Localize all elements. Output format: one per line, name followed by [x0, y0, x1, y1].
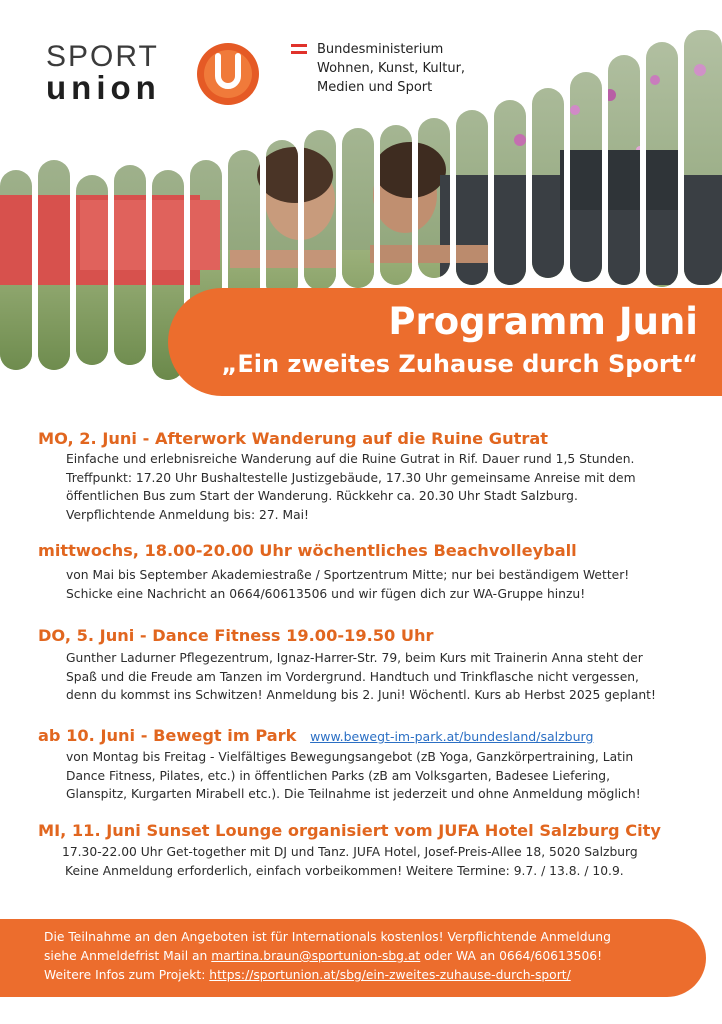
footer-text-segment: Weitere Infos zum Projekt:: [44, 968, 210, 982]
title-banner: [168, 288, 722, 396]
event-line: Glanspitz, Kurgarten Mirabell etc.). Die Teilnahme ist jederzeit und ohne Anmeldung möglich!: [66, 787, 641, 802]
event-line: Schicke eine Nachricht an 0664/60613506 und wir fügen dich zur WA-Gruppe hinzu!: [66, 586, 586, 601]
event-item-sunset-lounge: [38, 820, 661, 880]
contact-email-link[interactable]: martina.braun@sportunion-sbg.at: [211, 949, 421, 963]
event-line: von Mai bis September Akademiestraße / Sportzentrum Mitte; nur bei beständigem Wetter!: [66, 568, 630, 582]
bewegt-im-park-link[interactable]: www.bewegt-im-park.at/bundesland/salzburg: [310, 729, 594, 744]
event-line: Treffpunkt: 17.20 Uhr Bushaltestelle Justizgebäude, 17.30 Uhr gemeinsame Anreise mit dem: [66, 470, 636, 485]
event-line: Keine Anmeldung erforderlich, einfach vorbeikommen! Weitere Termine: 9.7. / 13.8. / 10.9.: [65, 863, 624, 878]
event-item-beachvolleyball: [38, 540, 629, 603]
event-description: [66, 649, 656, 705]
event-line: Gunther Ladurner Pflegezentrum, Ignaz-Harrer-Str. 79, beim Kurs mit Trainerin Anna steht der: [66, 651, 643, 665]
event-title-row: [38, 725, 641, 748]
event-item-bewegt-im-park: [38, 725, 641, 804]
event-line: Spaß und die Freude am Tanzen im Vordergrund. Handtuch und Trinkflasche nicht vergessen,: [66, 669, 639, 684]
event-title: MI, 11. Juni Sunset Lounge organisiert vom JUFA Hotel Salzburg City: [38, 821, 661, 840]
event-line: Einfache und erlebnisreiche Wanderung auf die Ruine Gutrat in Rif. Dauer rund 1,5 Stunden.: [66, 452, 635, 466]
logo-wordmark-union: union: [46, 69, 161, 106]
event-description: [62, 843, 661, 880]
event-line: denn du kommst ins Schwitzen! Anmeldung bis 2. Juni! Wöchentl. Kurs ab Herbst 2025 geplant!: [66, 688, 656, 703]
event-description: [66, 566, 629, 603]
event-description: [66, 748, 641, 804]
event-title: mittwochs, 18.00-20.00 Uhr wöchentliches Beachvolleyball: [38, 541, 577, 560]
event-description: [66, 450, 636, 524]
ministry-line: Wohnen, Kunst, Kultur,: [317, 61, 466, 76]
footer-line: Die Teilnahme an den Angeboten ist für Internationals kostenlos! Verpflichtende Anmeldung: [44, 930, 611, 944]
event-item-hiking: [38, 428, 636, 524]
logo-wordmark-sport: SPORT: [46, 40, 159, 73]
logo-u-mark-icon: [196, 42, 260, 106]
footer-line: [44, 966, 611, 985]
ministry-line: Medien und Sport: [317, 80, 433, 95]
footer-text: [44, 928, 611, 985]
event-line: 17.30-22.00 Uhr Get-together mit DJ und Tanz. JUFA Hotel, Josef-Preis-Allee 18, 5020 Salzburg: [62, 845, 638, 859]
page-title: Programm Juni: [388, 300, 698, 343]
footer-text-segment: siehe Anmeldefrist Mail an: [44, 949, 212, 963]
event-title: DO, 5. Juni - Dance Fitness 19.00-19.50 Uhr: [38, 626, 434, 645]
event-line: von Montag bis Freitag - Vielfältiges Bewegungsangebot (zB Yoga, Ganzkörpertraining, Latin: [66, 750, 634, 764]
ministry-line: Bundesministerium: [317, 42, 444, 57]
event-title: MO, 2. Juni - Afterwork Wanderung auf die Ruine Gutrat: [38, 429, 548, 448]
page-subtitle: „Ein zweites Zuhause durch Sport“: [221, 350, 698, 378]
footer-banner: [0, 919, 706, 997]
footer-line: [44, 947, 611, 966]
project-info-link[interactable]: https://sportunion.at/sbg/ein-zweites-zuhause-durch-sport/: [209, 968, 571, 982]
event-line: Dance Fitness, Pilates, etc.) in öffentlichen Parks (zB am Volksgarten, Badesee Liefering,: [66, 768, 611, 783]
event-line: Verpflichtende Anmeldung bis: 27. Mai!: [66, 507, 309, 522]
event-item-dance-fitness: [38, 625, 656, 705]
ministry-name: [317, 40, 465, 97]
sportunion-logo: [46, 42, 266, 104]
footer-text-segment: oder WA an 0664/60613506!: [420, 949, 603, 963]
event-title: ab 10. Juni - Bewegt im Park: [38, 726, 297, 745]
event-line: öffentlichen Bus zum Start der Wanderung. Rückkehr ca. 20.30 Uhr Stadt Salzburg.: [66, 489, 578, 504]
austria-flag-icon: [291, 44, 307, 54]
